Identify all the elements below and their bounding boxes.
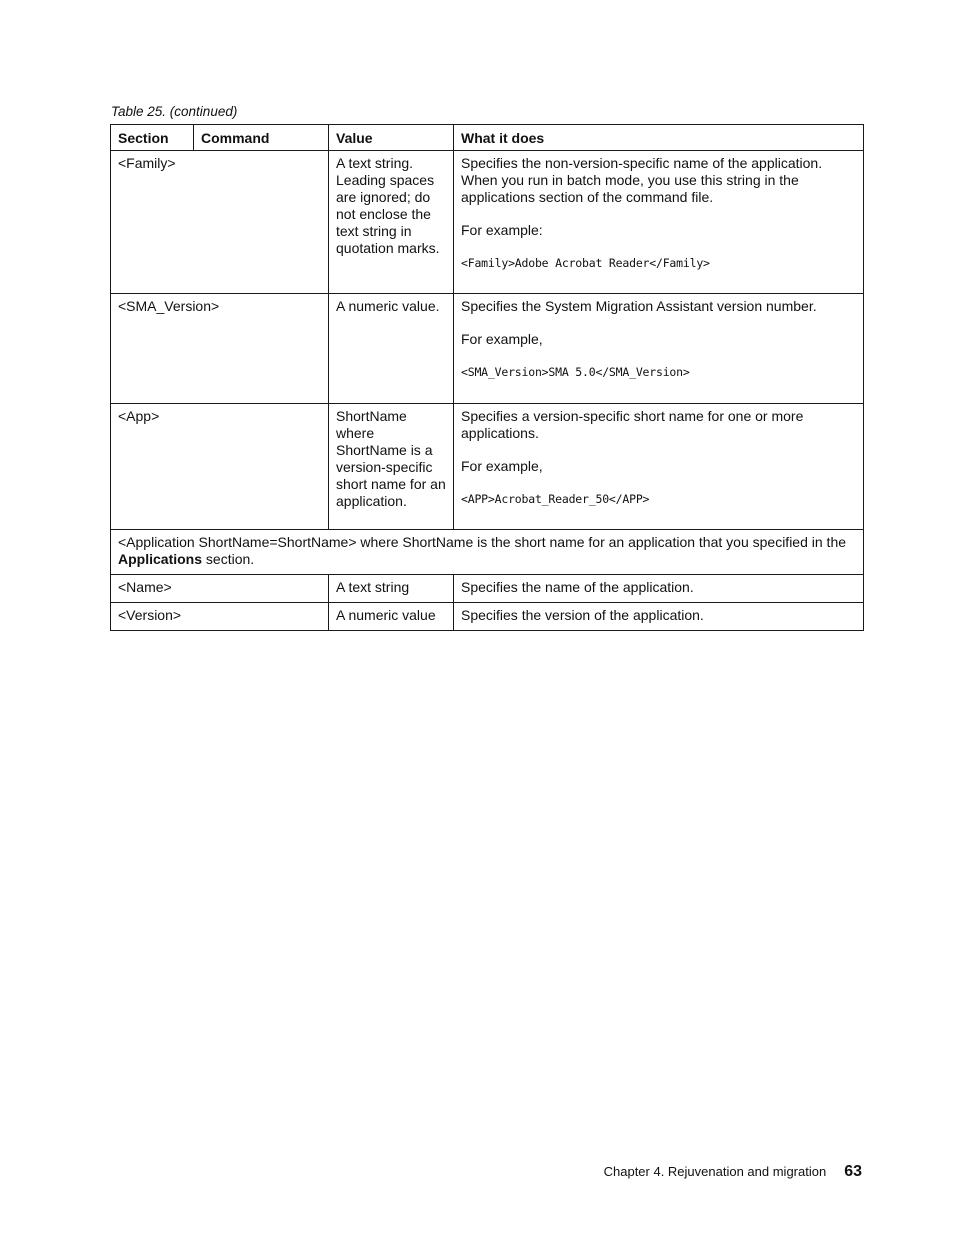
page-number: 63 bbox=[844, 1163, 862, 1180]
cell-section: <SMA_Version> bbox=[111, 294, 329, 404]
table-header-row bbox=[111, 125, 864, 151]
cell-value: ShortName where ShortName is a version-specific short name for an application. bbox=[329, 404, 454, 530]
cell-description bbox=[454, 404, 864, 530]
parameters-table bbox=[110, 124, 864, 631]
table-caption: Table 25. (continued) bbox=[111, 104, 238, 119]
example-label: For example, bbox=[461, 458, 543, 474]
table-row bbox=[111, 151, 864, 294]
cell-description bbox=[454, 151, 864, 294]
example-label: For example, bbox=[461, 331, 543, 347]
cell-value: A text string bbox=[329, 575, 454, 603]
cell-application-shortname bbox=[111, 530, 864, 575]
footer-chapter: Chapter 4. Rejuvenation and migration bbox=[603, 1164, 827, 1179]
example-code: <Family>Adobe Acrobat Reader</Family> bbox=[461, 256, 710, 270]
table-row bbox=[111, 603, 864, 631]
header-section: Section bbox=[111, 125, 194, 151]
table-row-spanning bbox=[111, 530, 864, 575]
cell-value: A numeric value bbox=[329, 603, 454, 631]
cell-description: Specifies the name of the application. bbox=[454, 575, 864, 603]
header-value: Value bbox=[329, 125, 454, 151]
header-what-it-does: What it does bbox=[454, 125, 864, 151]
span-text-before: <Application ShortName=ShortName> where ShortName is the short name for an application that you specified in the bbox=[118, 534, 847, 550]
cell-value: A numeric value. bbox=[329, 294, 454, 404]
cell-value: A text string. Leading spaces are ignored; do not enclose the text string in quotation marks. bbox=[329, 151, 454, 294]
example-code: <SMA_Version>SMA 5.0</SMA_Version> bbox=[461, 365, 690, 379]
table-row bbox=[111, 575, 864, 603]
table-row bbox=[111, 404, 864, 530]
description-text: Specifies the System Migration Assistant version number. bbox=[461, 298, 817, 314]
description-text: Specifies the non-version-specific name of the application. When you run in batch mode, you use this string in the applications section of the command file. bbox=[461, 155, 823, 205]
example-label: For example: bbox=[461, 222, 543, 238]
cell-section: <App> bbox=[111, 404, 329, 530]
cell-description: Specifies the version of the application. bbox=[454, 603, 864, 631]
table-row bbox=[111, 294, 864, 404]
cell-description bbox=[454, 294, 864, 404]
page-footer bbox=[604, 1163, 862, 1181]
example-code: <APP>Acrobat_Reader_50</APP> bbox=[461, 492, 650, 506]
cell-section: <Family> bbox=[111, 151, 329, 294]
span-text-after: section. bbox=[202, 551, 255, 567]
cell-section: <Name> bbox=[111, 575, 329, 603]
cell-section: <Version> bbox=[111, 603, 329, 631]
header-command: Command bbox=[194, 125, 329, 151]
description-text: Specifies a version-specific short name for one or more applications. bbox=[461, 408, 804, 441]
span-bold-applications: Applications bbox=[118, 551, 203, 567]
